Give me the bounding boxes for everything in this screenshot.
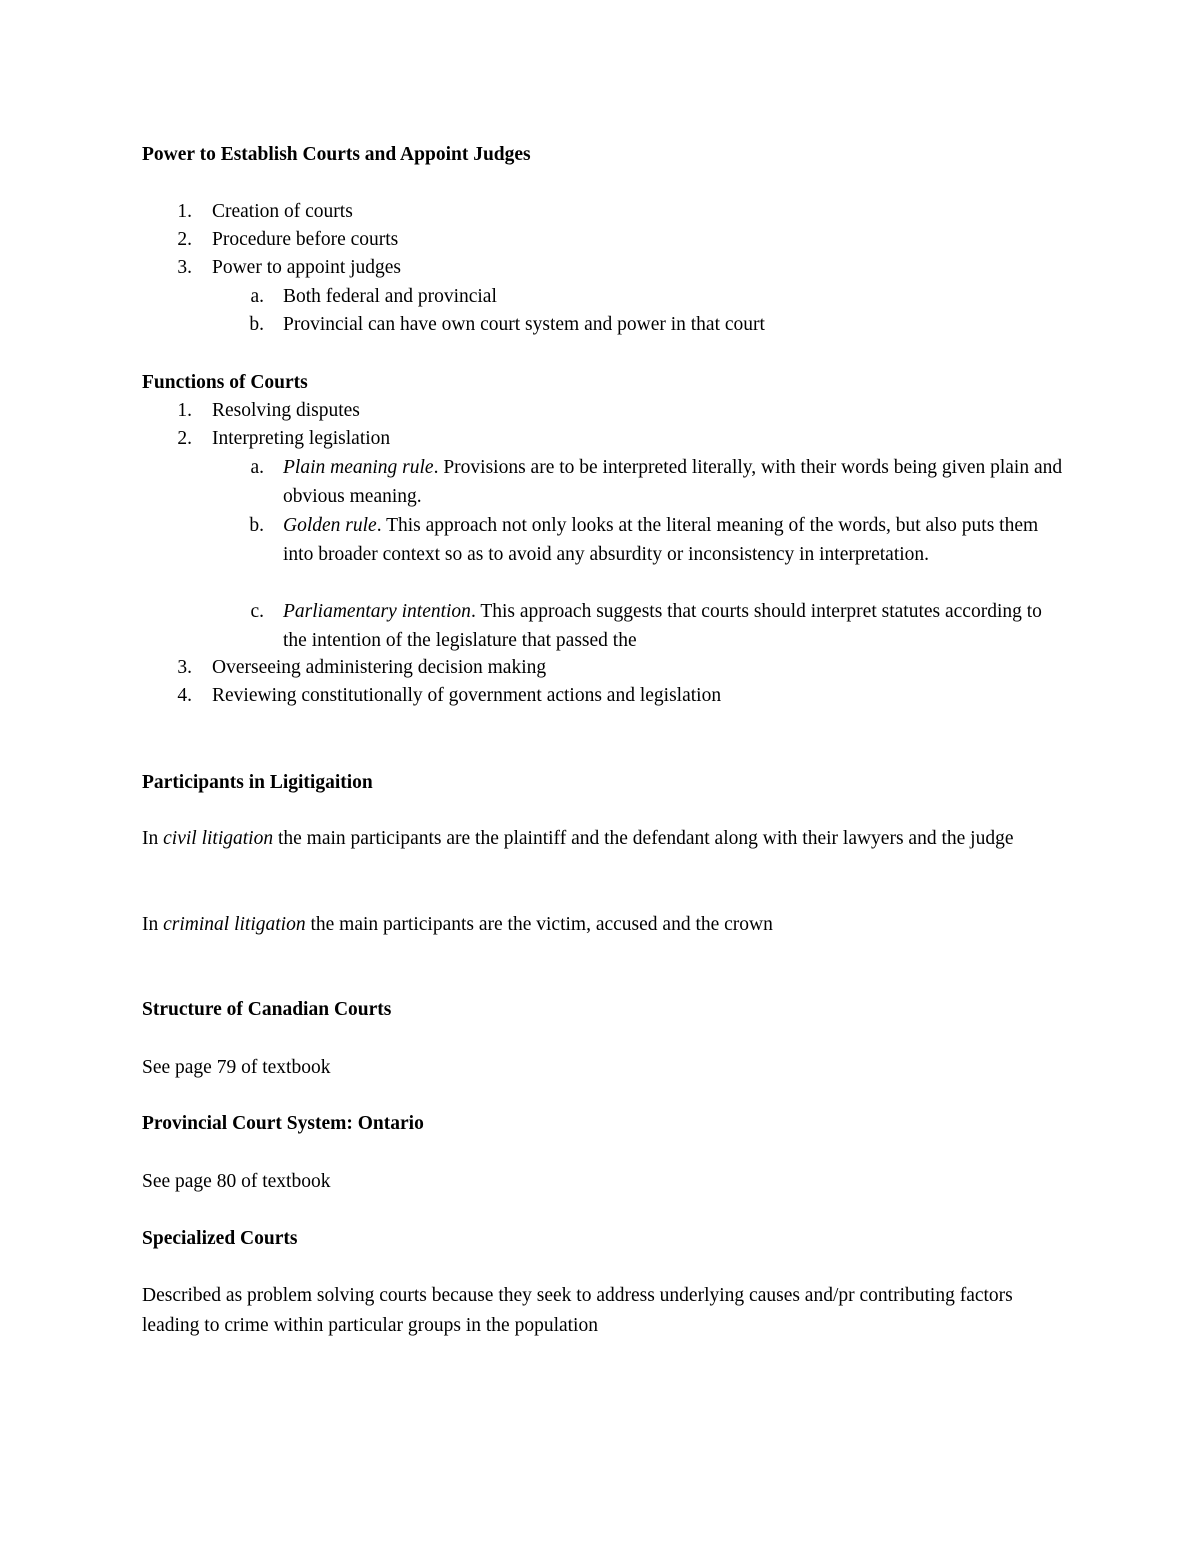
list-item-text: Interpreting legislation <box>212 428 391 449</box>
sub-list-item-body: . This approach suggests that courts should interpret statutes according to the intention of the legislature that passed the <box>283 601 1042 651</box>
list-item-text: Resolving disputes <box>212 400 360 421</box>
sub-list-item-text: Provincial can have own court system and power in that court <box>283 314 765 335</box>
paragraph-prefix: In <box>142 828 164 849</box>
sub-list-item-body: . Provisions are to be interpreted literally, with their words being given plain and obvious meaning. <box>283 457 1063 507</box>
list-marker: 4. <box>177 685 192 706</box>
sub-list-item-text: Both federal and provincial <box>283 286 497 307</box>
paragraph-criminal-litigation <box>142 911 773 940</box>
list-marker: 2. <box>177 229 192 250</box>
term-criminal-litigation: criminal litigation <box>163 914 306 935</box>
paragraph-prefix: In <box>142 914 164 935</box>
section-heading-provincial-court-system: Provincial Court System: Ontario <box>142 1113 424 1134</box>
section-heading-power-to-establish: Power to Establish Courts and Appoint Judges <box>142 144 531 165</box>
sub-list-marker: a. <box>250 457 264 478</box>
list-marker: 1. <box>177 400 192 421</box>
paragraph-structure-reference: See page 79 of textbook <box>142 1057 331 1078</box>
sub-list-marker: b. <box>249 314 264 335</box>
paragraph-body: the main participants are the victim, accused and the crown <box>305 914 773 935</box>
list-item-text: Reviewing constitutionally of government actions and legislation <box>212 685 722 706</box>
section-heading-structure: Structure of Canadian Courts <box>142 999 392 1020</box>
section-heading-participants: Participants in Ligitigaition <box>142 772 373 793</box>
sub-list-marker: b. <box>249 515 264 536</box>
sub-list-item-text <box>283 454 1073 511</box>
term-parliamentary-intention: Parliamentary intention <box>283 601 471 622</box>
list-marker: 2. <box>177 428 192 449</box>
list-marker: 3. <box>177 257 192 278</box>
sub-list-item-text <box>283 512 1043 569</box>
list-item-text: Procedure before courts <box>212 229 399 250</box>
sub-list-marker: a. <box>250 286 264 307</box>
sub-list-item-body: . This approach not only looks at the literal meaning of the words, but also puts them into broader context so as to avoid any absurdity or inconsistency in interpretation. <box>283 515 1039 565</box>
term-plain-meaning-rule: Plain meaning rule <box>283 457 434 478</box>
paragraph-body: the main participants are the plaintiff and the defendant along with their lawyers and the judge <box>273 828 1014 849</box>
list-item-text: Overseeing administering decision making <box>212 657 547 678</box>
list-marker: 1. <box>177 201 192 222</box>
list-marker: 3. <box>177 657 192 678</box>
sub-list-item-text <box>283 598 1043 655</box>
section-heading-functions-of-courts: Functions of Courts <box>142 372 308 393</box>
term-golden-rule: Golden rule <box>283 515 377 536</box>
list-item-text: Power to appoint judges <box>212 257 402 278</box>
term-civil-litigation: civil litigation <box>163 828 274 849</box>
paragraph-provincial-reference: See page 80 of textbook <box>142 1171 331 1192</box>
paragraph-civil-litigation <box>142 825 1062 854</box>
paragraph-specialized-courts: Described as problem solving courts because they seek to address underlying causes and/pr contributing factors leading to crime within particular groups in the population <box>142 1285 1013 1336</box>
sub-list-marker: c. <box>250 601 264 622</box>
list-item-text: Creation of courts <box>212 201 353 222</box>
section-heading-specialized-courts: Specialized Courts <box>142 1228 298 1249</box>
